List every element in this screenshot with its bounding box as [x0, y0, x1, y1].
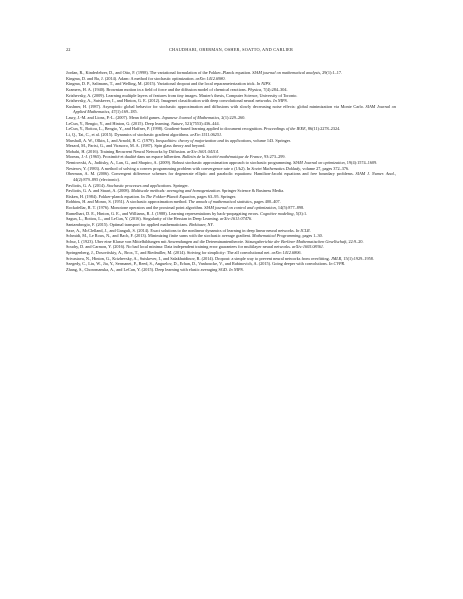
- reference-details: .: [286, 98, 288, 104]
- reference-details: , 22:9–20.: [346, 238, 364, 244]
- reference-venue: Sitzungsberichte der Berliner Mathematischen Gesellschaft: [245, 238, 347, 244]
- reference-venue: SIAM journal on mathematical analysis: [252, 70, 321, 75]
- reference-text: Zhang, S., Choromanska, A., and LeCun, Y. (2015). Deep learning with elastic averaging SGD.: [66, 266, 230, 272]
- reference-details: .: [212, 221, 214, 227]
- reference-text: Jordan, R., Kinderlehrer, D., and Otto, F. (1998). The variational formulation of the Fokker–Planck equation.: [66, 70, 253, 75]
- reference-venue: Nature: [171, 120, 183, 126]
- reference-details: , 7(4):284–304.: [261, 86, 288, 92]
- page-number: 22: [66, 47, 71, 52]
- reference-venue: Bulletin de la Société mathématique de France: [182, 154, 263, 160]
- reference-text: Kingma, D. and Ba, J. (2014). Adam: A method for stochastic optimization.: [66, 75, 196, 81]
- reference-venue: JMLR: [330, 255, 342, 261]
- reference-venue: arXiv:1511.06251: [190, 131, 222, 137]
- reference-venue: Physica: [247, 86, 262, 92]
- reference-details: , 521(7553):436–444.: [182, 120, 220, 126]
- running-header-authors: CHAUDHARI, OBERMAN, OSHER, SOATTO, AND CARLIER: [168, 47, 294, 52]
- reference-text: Nesterov, Y. (1983). A method of solving a convex programming problem with convergence rate o (1/k2). In: [66, 165, 252, 171]
- reference-details: .: [300, 250, 302, 255]
- reference-venue: In ICLR: [295, 227, 310, 233]
- reference-details: .: [323, 244, 325, 250]
- reference-venue: Multiscale methods: averaging and homogenization: [131, 188, 220, 194]
- reference-venue: In NIPS: [256, 81, 271, 87]
- reference-text: Szegedy, C., Liu, W., Jia, Y., Sermanet, P., Reed, S., Anguelov, D., Erhan, D., Vanhoucke, V., and Rabinovich, A. (2015). Going deeper with convolutions.: [66, 261, 329, 267]
- reference-details: , pages 400–407.: [251, 199, 281, 205]
- reference-text: Soudry, D. and Carmon, Y. (2016). No bad local minima: Data independent training error guarantees for multilayer neural networks.: [66, 244, 292, 250]
- reference-venue: In NIPS: [273, 98, 287, 104]
- reference-text: Schur, I. (1923). Uber eine Klasse von Mittelbildungen mit Anwendungen auf die Determinantentheorie.: [66, 238, 246, 244]
- reference-details: , 86(11):2278–2324.: [305, 126, 341, 132]
- reference-details: . Springer.: [171, 182, 189, 188]
- reference-details: . Springer Science & Business Media.: [219, 188, 285, 194]
- reference-details: , 14(5):877–898.: [275, 205, 305, 210]
- reference-details: .: [270, 81, 272, 87]
- reference-entry: [66, 171, 396, 182]
- references-list: [66, 70, 396, 273]
- reference-details: .: [221, 131, 223, 137]
- reference-text: Moreau, J.-J. (1965). Proximité et dualité dans un espace hilbertien.: [66, 154, 183, 160]
- reference-text: Pavliotis, G. A. (2014).: [66, 182, 107, 188]
- reference-venue: Mathematical Programming: [252, 233, 301, 239]
- reference-text: Sagun, L., Bottou, L., and LeCun, Y. (2016). Singularity of the Hessian in Deep Learning.: [66, 216, 221, 222]
- reference-venue: Inequalities: theory of majorization and its applications: [155, 137, 251, 143]
- reference-details: .: [242, 266, 244, 272]
- reference-details: .: [224, 75, 226, 81]
- reference-venue: The annals of mathematical statistics: [188, 199, 252, 205]
- reference-details: , 5(3):1.: [293, 210, 308, 216]
- reference-text: Rumelhart, D. E., Hinton, G. E., and Williams, R. J. (1988). Learning representations by back-propagating errors.: [66, 210, 261, 216]
- reference-venue: arXiv:1412.6806: [271, 250, 301, 255]
- reference-text: Lasry, J.-M. and Lions, P.-L. (2007). Mean field games.: [66, 115, 162, 120]
- reference-text: Li, Q., Tai, C., et al. (2015). Dynamics of stochastic gradient algorithms.: [66, 131, 191, 137]
- reference-text: Marshall, A. W., Olkin, I., and Arnold, B. C. (1979).: [66, 137, 156, 143]
- reference-venue: arXiv:1611:07476: [220, 216, 252, 222]
- reference-venue: Cognitive modeling: [260, 210, 294, 216]
- reference-text: LeCun, Y., Bottou, L., Bengio, Y., and Haffner, P. (1998). Gradient-based learning applied to document recognition.: [66, 126, 264, 132]
- reference-venue: arXiv:1605.08361: [291, 244, 324, 250]
- reference-venue: SIAM J. Numer. Anal.: [355, 171, 395, 177]
- reference-venue: arXiv:1601.04114: [187, 148, 218, 154]
- reference-text: Srivastava, N., Hinton, G., Krizhevsky, A., Sutskever, I., and Salakhutdinov, R. (2014). Dropout: a simple way to prevent neural networks from overfitting.: [66, 255, 331, 261]
- reference-venue: Proceedings of the IEEE: [263, 126, 306, 132]
- reference-text: Pavliotis, G. A. and Stuart, A. (2008).: [66, 188, 132, 194]
- reference-venue: Soviet Mathematics Doklady: [251, 165, 301, 171]
- reference-details: , 15(1):1929–1958.: [341, 255, 374, 261]
- reference-details: , pages 63–95. Springer.: [194, 193, 237, 199]
- reference-text: Rockafellar, R. T. (1976). Monotone operators and the proximal point algorithm.: [66, 205, 205, 210]
- reference-text: Santambrogio, F. (2015). Optimal transport for applied mathematicians.: [66, 221, 190, 227]
- reference-text: Schmidt, M., Le Roux, N., and Bach, F. (2013). Minimizing finite sums with the stochastic average gradient.: [66, 233, 253, 239]
- reference-venue: Stochastic processes and applications: [106, 182, 172, 188]
- reference-venue: Japanese Journal of Mathematics: [161, 115, 220, 120]
- reference-details: .: [217, 148, 219, 154]
- reference-venue: SIAM journal on control and optimization: [204, 205, 276, 210]
- reference-details: , 47(1):169–185.: [109, 109, 138, 115]
- reference-venue: Birkäuser, NY: [189, 221, 213, 227]
- reference-venue: SIAM Journal on Applied Mathematics: [73, 103, 396, 115]
- running-header: [66, 47, 396, 55]
- reference-details: .: [309, 227, 311, 233]
- reference-details: , volume 143. Springer.: [251, 137, 291, 143]
- reference-text: Kramers, H. A. (1940). Brownian motion in a field of force and the diffusion model of chemical reactions.: [66, 86, 248, 92]
- reference-text: Kushner, H. (1987). Asymptotic global behavior for stochastic approximation and diffusions with slowly decreasing noise effects: global minimization via Monte Carlo.: [66, 103, 366, 109]
- reference-details: , 93:273–299.: [262, 154, 286, 160]
- reference-venue: In NIPS: [229, 266, 243, 272]
- reference-details: , 2(1):229–260.: [219, 115, 246, 120]
- reference-text: Krizhevsky, A. (2009). Learning multiple layers of features from tiny images. Master's thesis, Computer Science, University of Toronto.: [66, 92, 298, 98]
- reference-text: Mezard, M., Parisi, G., and Virasoro, M. A. (1987). Spin glass theory and beyond.: [66, 143, 206, 149]
- reference-text: Risken, H. (1984). Fokker-planck equation. In: [66, 193, 146, 199]
- reference-venue: The Fokker-Planck Equation: [145, 193, 195, 199]
- reference-details: .: [251, 216, 253, 222]
- reference-details: , volume 27, pages 372–376.: [300, 165, 350, 171]
- reference-text: Mobahi, H. (2016). Training Recurrent Neural Networks by Diffusion.: [66, 148, 188, 154]
- reference-entry: [66, 104, 396, 115]
- reference-details: .: [344, 261, 346, 267]
- reference-entry: [66, 267, 396, 273]
- reference-venue: arXiv:1412.6980: [195, 75, 225, 81]
- reference-text: Oberman, A. M. (2006). Convergent difference schemes for degenerate elliptic and parabolic equations: Hamilton-Jacobi equations and free boundary problems.: [66, 171, 356, 177]
- reference-venue: SIAM Journal on optimization: [293, 160, 345, 165]
- reference-text: LeCun, Y., Bengio, Y., and Hinton, G. (2015). Deep learning.: [66, 120, 172, 126]
- reference-details: , pages 1–30.: [300, 233, 323, 239]
- reference-text: Nemirovski, A., Juditsky, A., Lan, G., and Shapiro, A. (2009). Robust stochastic approximation approach to stochastic programming.: [66, 160, 294, 165]
- reference-text: Robbins, H. and Monro, S. (1951). A stochastic approximation method.: [66, 199, 189, 205]
- reference-text: Saxe, A., McClelland, J., and Ganguli, S. (2014). Exact solutions to the nonlinear dynamics of learning in deep linear neural networks.: [66, 227, 296, 233]
- reference-details: , 19(4):1574–1609.: [344, 160, 378, 165]
- reference-venue: In CVPR: [328, 261, 345, 267]
- reference-text: Springenberg, J., Dosovitskiy, A., Brox, T., and Riedmiller, M. (2014). Striving for simplicity: The all convolutional net.: [66, 250, 272, 255]
- reference-text: Kingma, D. P., Salimans, T., and Welling, M. (2015). Variational dropout and the local reparameterization trick.: [66, 81, 257, 87]
- reference-text: Krizhevsky, A., Sutskever, I., and Hinton, G. E. (2012). Imagenet classification with deep convolutional neural networks.: [66, 98, 274, 104]
- reference-details: , 29(1):1–17.: [320, 70, 343, 75]
- reference-details: , 44(2):879–895 (electronic).: [73, 171, 396, 182]
